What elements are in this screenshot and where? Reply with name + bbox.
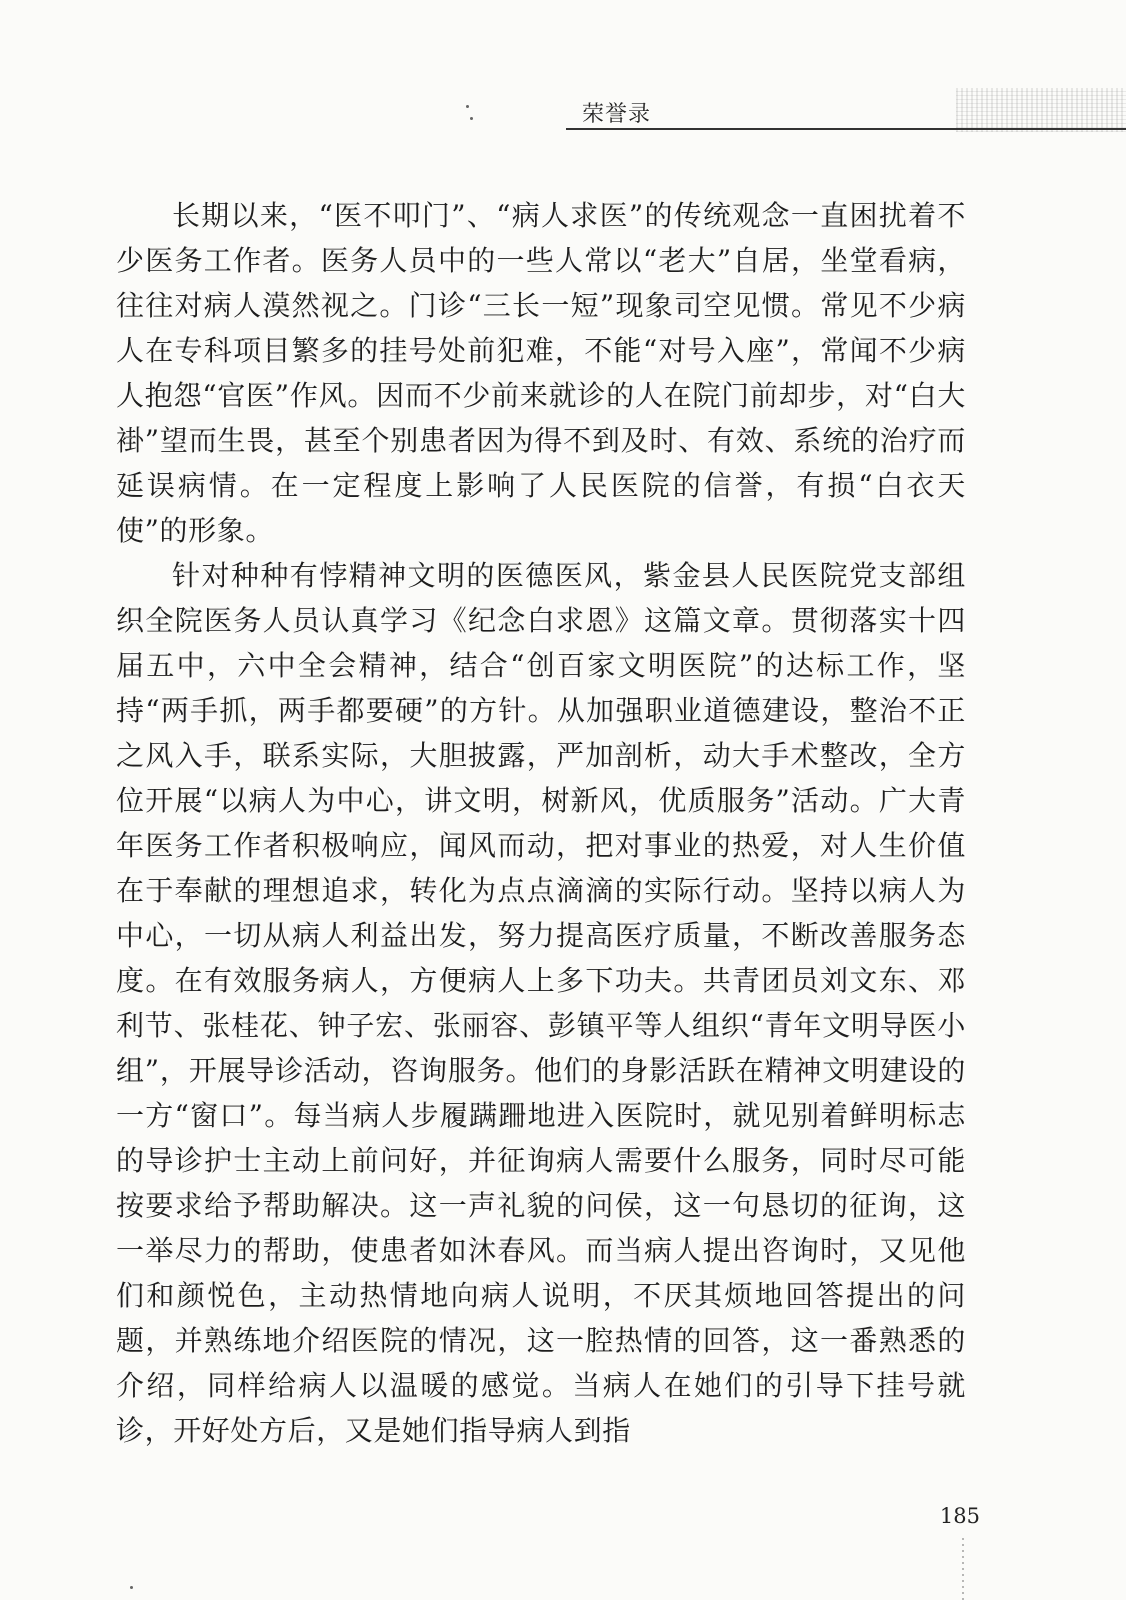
running-header-title: 荣誉录 [582,102,652,127]
scan-edge-marks [962,1538,964,1600]
paragraph-2: 针对种种有悖精神文明的医德医风，紫金县人民医院党支部组织全院医务人员认真学习《纪念白求恩》这篇文章。贯彻落实十四届五中，六中全会精神，结合“创百家文明医院”的达标工作，坚持“两手抓，两手都要硬”的方针。从加强职业道德建设，整治不正之风入手，联系实际，大胆披露，严加剖析，动大手术整改，全方位开展“以病人为中心，讲文明，树新风，优质服务”活动。广大青年医务工作者积极响应，闻风而动，把对事业的热爱，对人生价值在于奉献的理想追求，转化为点点滴滴的实际行动。坚持以病人为中心，一切从病人利益出发，努力提高医疗质量，不断改善服务态度。在有效服务病人，方便病人上多下功夫。共青团员刘文东、邓利节、张桂花、钟子宏、张丽容、彭镇平等人组织“青年文明导医小组”，开展导诊活动，咨询服务。他们的身影活跃在精神文明建设的一方“窗口”。每当病人步履蹒跚地进入医院时，就见别着鲜明标志的导诊护士主动上前问好，并征询病人需要什么服务，同时尽可能按要求给予帮助解决。这一声礼貌的问侯，这一句恳切的征询，这一举尽力的帮助，使患者如沐春风。而当病人提出咨询时，又见他们和颜悦色，主动热情地向病人说明，不厌其烦地回答提出的问题，并熟练地介绍医院的情况，这一腔热情的回答，这一番熟悉的介绍，同样给病人以温暖的感觉。当病人在她们的引导下挂号就诊，开好处方后，又是她们指导病人到指 [116,559,966,1447]
scan-dot [470,117,473,120]
scan-dot [466,105,469,108]
paragraph-1: 长期以来，“医不叩门”、“病人求医”的传统观念一直困扰着不少医务工作者。医务人员中的一些人常以“老大”自居，坐堂看病，往往对病人漠然视之。门诊“三长一短”现象司空见惯。常见不少病人在专科项目繁多的挂号处前犯难，不能“对号入座”，常闻不少病人抱怨“官医”作风。因而不少前来就诊的人在院门前却步，对“白大褂”望而生畏，甚至个别患者因为得不到及时、有效、系统的治疗而延误病情。在一定程度上影响了人民医院的信誉，有损“白衣天使”的形象。 [116,199,966,547]
page-number: 185 [939,1504,980,1528]
scan-dot [130,1586,133,1589]
scan-edge-shading [956,88,1126,132]
body-text [116,193,966,1453]
header-rule [566,128,1126,130]
